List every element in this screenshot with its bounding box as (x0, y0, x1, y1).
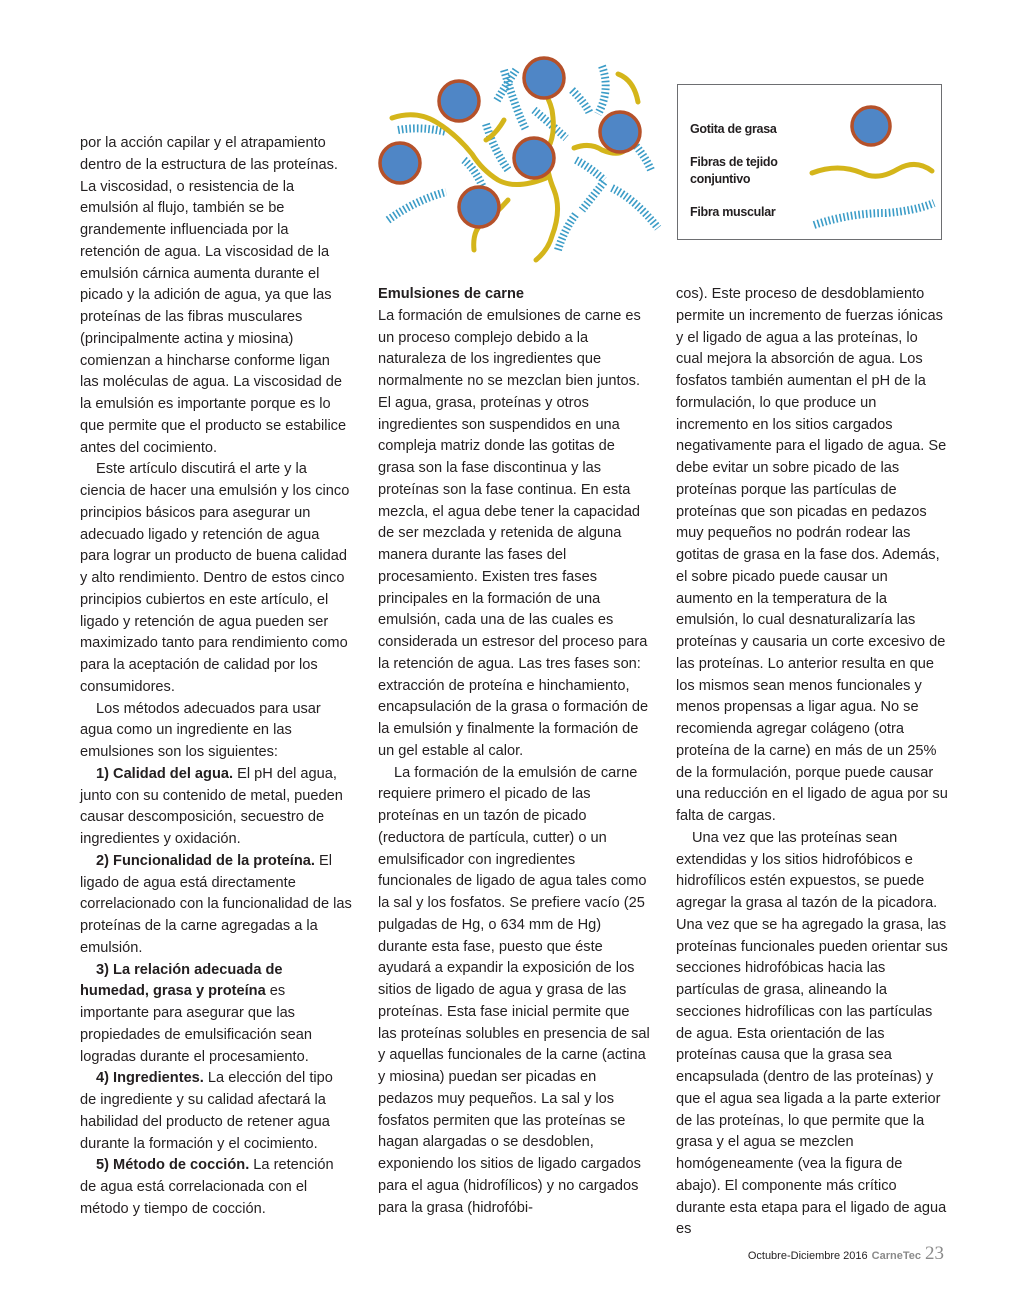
paragraph: Este artículo discutirá el arte y la ciencia de hacer una emulsión y los cinco principios básicos para asegurar un adecuado ligado y retención de agua para lograr un producto de buena calidad y alto rendimiento. Dentro de estos cinco principios cubiertos en este artículo, el ligado y retención de agua pueden ser maximizado tanto para rendimiento como para la aceptación de calidad por los consumidores. (80, 461, 350, 695)
list-item-text: La retención de agua está correlacionada con el método y tiempo de cocción. (80, 1157, 334, 1217)
column-1 (80, 133, 352, 1221)
legend-fat-droplet-label: Gotita de grasa (690, 122, 777, 136)
list-item-title: 4) Ingredientes. (96, 1070, 204, 1087)
list-item-text: La elección del tipo de ingrediente y su calidad afectará la habilidad del producto de retener agua durante la formación y el cocimiento. (80, 1070, 333, 1152)
emulsion-diagram (376, 50, 666, 280)
fat-droplets (380, 58, 640, 227)
list-item-title: 5) Método de cocción. (96, 1157, 250, 1174)
diagram-legend (677, 84, 942, 240)
column-2 (378, 284, 650, 1219)
fat-droplet-icon (848, 103, 894, 149)
muscle-fiber-icon (810, 191, 940, 231)
paragraph: La formación de emulsiones de carne es un proceso complejo debido a la naturaleza de los ingredientes que normalmente no se mezclan bien juntos. El agua, grasa, proteínas y otros ingredientes son suspendidos en una compleja matriz donde las gotitas de grasa son la fase discontinua y las proteínas son la fase continua. En esta mezcla, el agua debe tener la capacidad de ser mezclada y retenida de alguna manera durante las fases del procesamiento. Existen tres fases principales en la formación de una emulsión, cada una de las cuales es considerada un estresor del proceso para la retención de agua. Las tres fases son: extracción de proteína e hinchamiento, encapsulación de la grasa o formación de la emulsión y finalmente la formación de un gel estable al calor. (378, 307, 649, 759)
list-item (80, 1155, 352, 1220)
footer-date: Octubre-Diciembre 2016 (747, 1250, 868, 1262)
column-3 (676, 284, 948, 1241)
paragraph: La formación de la emulsión de carne requiere primero el picado de las proteínas en un tazón de picado (reductora de partícula, cutter) o un emulsificador con ingredientes funcionales de ligado de agua tales como la sal y los fosfatos. Se prefiere vacío (25 pulgadas de Hg, o 634 mm de Hg) durante esta fase, puesto que éste ayudará a expandir la exposición de los sitios de ligado de agua y grasa de las proteínas. Esta fase inicial permite que las proteínas solubles en presencia de sal y aquellas funcionales de la carne (actina y miosina) puedan ser picadas en pedazos muy pequeños. La sal y los fosfatos permiten que las proteínas se hagan alargadas o se desdoblen, exponiendo los sitios de ligado cargados para el agua (hidrofílicos) y no cargados para la grasa (hidrofóbi- (378, 764, 650, 1216)
connective-fiber-icon (808, 155, 938, 185)
list-item-text: es importante para asegurar que las propiedades de emulsificación sean logradas durante el procesamiento. (80, 983, 313, 1065)
section-heading (378, 284, 650, 306)
legend-connective-label-1: Fibras de tejido (690, 155, 778, 169)
paragraph: por la acción capilar y el atrapamiento dentro de la estructura de las proteínas. La viscosidad, o resistencia de la emulsión al flujo, también se be grandemente influenciada por la retención de agua. La viscosidad de la emulsión cárnica aumenta durante el picado y la adición de agua, ya que las proteínas de las fibras musculares (principalmente actina y miosina) comienzan a hincharse conforme ligan las moléculas de agua. La viscosidad de la emulsión es importante porque es lo que permite que el producto se estabilice antes del cocimiento. (80, 135, 347, 456)
footer-brand: CarneTec (871, 1250, 921, 1262)
list-item (80, 764, 352, 851)
legend-connective-label-2: conjuntivo (690, 172, 751, 186)
paragraph: cos). Este proceso de desdoblamiento permite un incremento de fuerzas iónicas y el ligado de agua a las proteínas, lo cual mejora la absorción de agua. Los fosfatos también aumentan el pH de la formulación, lo que produce un incremento en los sitios cargados negativamente para el ligado de agua. Se debe evitar un sobre picado de las proteínas porque las partículas de proteínas que son picadas en pedazos muy pequeños no podrán rodear las gotitas de grasa en la fase dos. Además, el sobre picado puede causar un aumento en la temperatura de la emulsión, lo cual desnaturalizaría las proteínas y causaria un corte excesivo de las proteínas. Lo anterior resulta en que los mismos sean menos funcionales y menos propensas a ligar agua. No se recomienda agregar colágeno (otra proteína de la carne) en más de un 25% de la formulación, porque puede causar una reducción en el ligado de agua por su falta de cargas. (676, 286, 948, 824)
page-number: 23 (925, 1243, 944, 1264)
list-item-title: 3) La relación adecuada de humedad, grasa y proteína (80, 961, 283, 1000)
legend-muscle-fiber-label: Fibra muscular (690, 205, 776, 219)
paragraph: Una vez que las proteínas sean extendidas y los sitios hidrofóbicos e hidrofílicos estén expuestos, se puede agregar la grasa al tazón de la picadora. Una vez que se ha agregado la grasa, las proteínas funcionales pueden orientar sus secciones hidrofóbicas hacia las partículas de grasa, alineando la secciones hidrofílicas con las partículas de agua. Esta orientación de las proteínas causa que la grasa sea encapsulada (dentro de las proteínas) y que el agua sea ligada a la parte exterior de las proteínas, lo que permite que la grasa y el agua se mezclen homógeneamente (vea la figura de abajo). El componente más crítico durante esta etapa para el ligado de agua es (676, 829, 948, 1238)
list-item-title: 1) Calidad del agua. (96, 765, 234, 782)
paragraph: Los métodos adecuados para usar agua como un ingrediente en las emulsiones son los siguientes: (80, 700, 321, 760)
list-item-text: El ligado de agua está directamente correlacionado con la funcionalidad de las proteínas de la carne agregadas a la emulsión. (80, 852, 352, 956)
list-item-title: 2) Funcionalidad de la proteína. (96, 852, 315, 869)
list-item (80, 851, 352, 960)
list-item (80, 1068, 352, 1155)
page-footer (748, 1243, 944, 1265)
list-item (80, 960, 352, 1069)
section-heading-text: Emulsiones de carne (378, 286, 524, 302)
list-item-text: El pH del agua, junto con su contenido de metal, pueden causar descomposición, secuestro de ingredientes y oxidación. (80, 765, 343, 847)
